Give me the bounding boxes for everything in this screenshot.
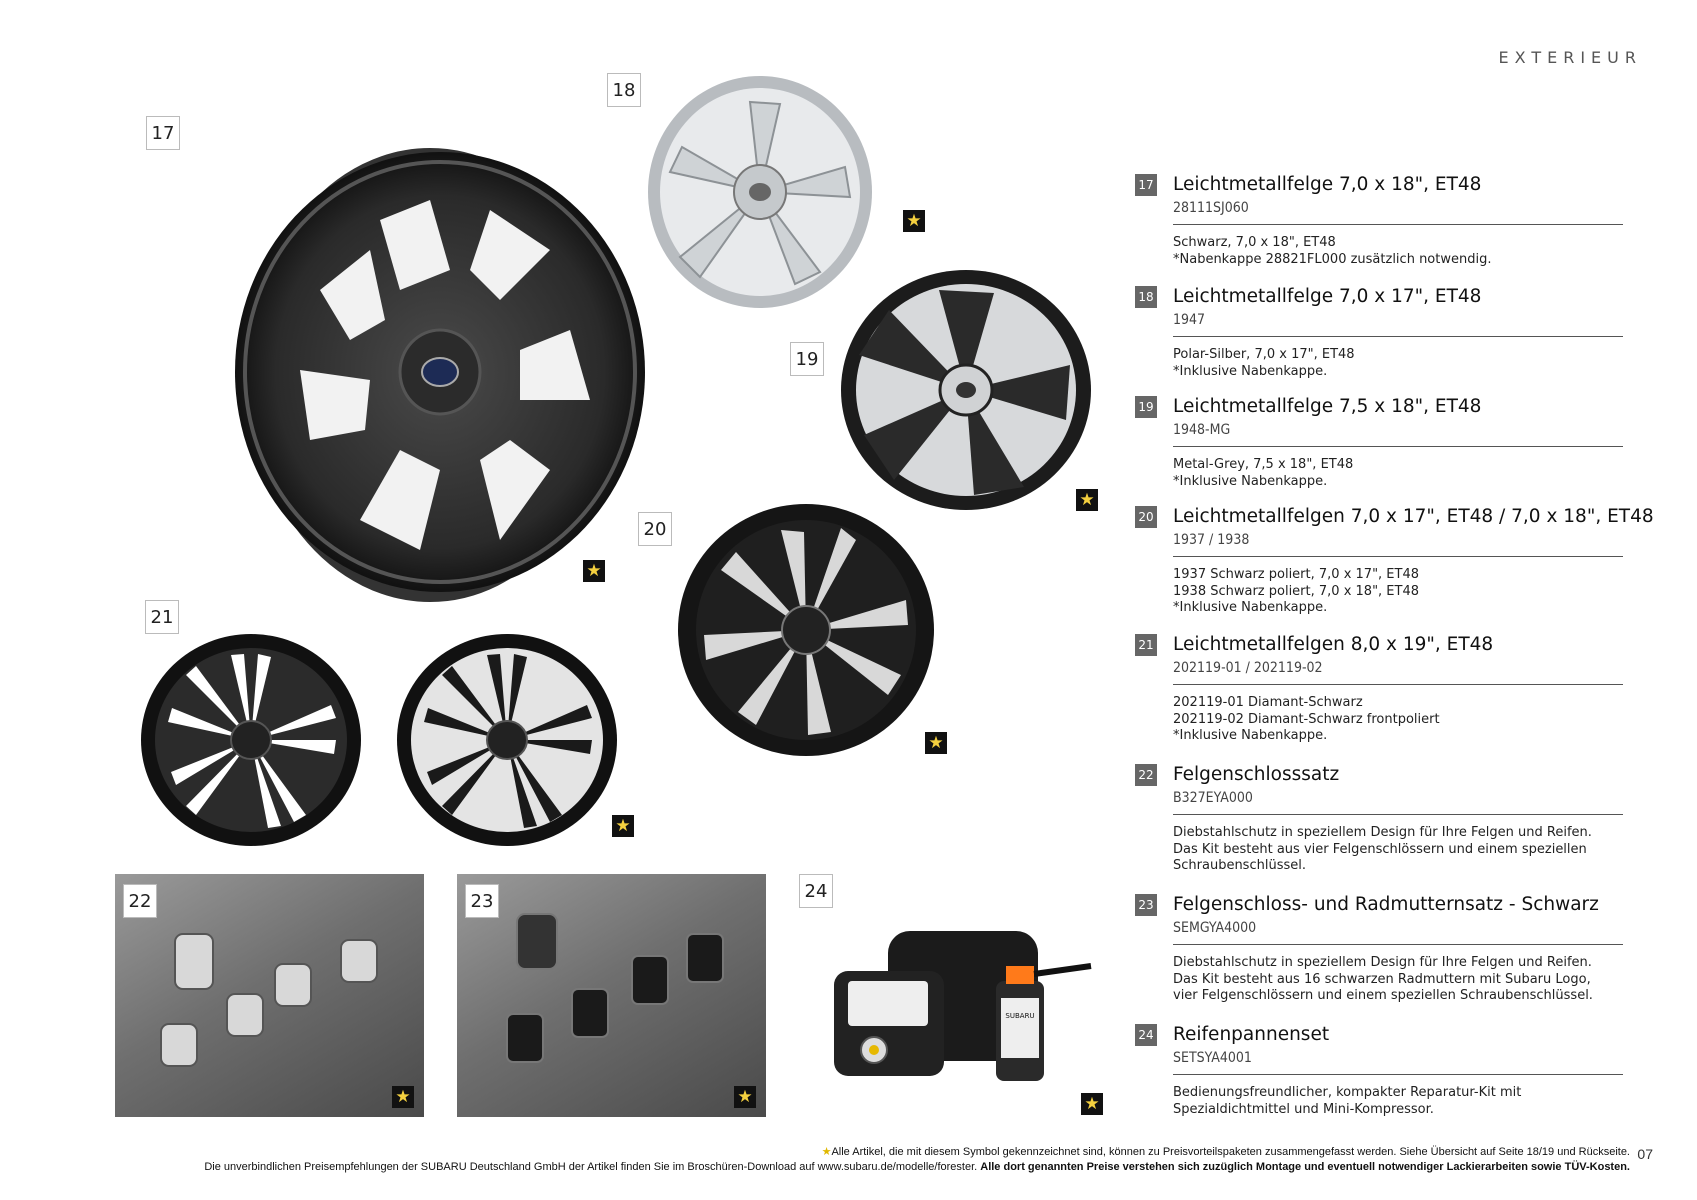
- product-description: [1173, 567, 1623, 617]
- product-description: [1173, 235, 1623, 268]
- product-22: [1138, 762, 1623, 875]
- wheel-19-image: [834, 265, 1099, 515]
- desc-line: Diebstahlschutz in speziellem Design für Ihre Felgen und Reifen.: [1173, 825, 1592, 840]
- desc-line: Das Kit besteht aus 16 schwarzen Radmuttern mit Subaru Logo,: [1173, 971, 1591, 987]
- product-title: Felgenschlosssatz: [1173, 764, 1340, 785]
- desc-line: 202119-02 Diamant-Schwarz frontpoliert: [1173, 711, 1440, 727]
- footer-note-1: [0, 1145, 1630, 1158]
- product-17: [1138, 172, 1623, 268]
- product-description: [1173, 825, 1623, 875]
- wheel-20-image: [656, 500, 936, 760]
- desc-line: *Inklusive Nabenkappe.: [1173, 600, 1328, 615]
- product-title: Reifenpannenset: [1173, 1024, 1330, 1045]
- product-description: [1173, 1085, 1623, 1118]
- desc-line: *Inklusive Nabenkappe.: [1173, 473, 1328, 489]
- page-number: 07: [1637, 1146, 1653, 1162]
- product-code: B327EYA000: [1173, 788, 1623, 815]
- product-title: Felgenschloss- und Radmutternsatz - Schwarz: [1173, 894, 1599, 915]
- product-title: Leichtmetallfelge 7,5 x 18", ET48: [1173, 396, 1482, 417]
- product-code: 202119-01 / 202119-02: [1173, 658, 1623, 685]
- wheel-17-image: [150, 140, 650, 610]
- product-19: [1138, 394, 1623, 490]
- desc-line: Bedienungsfreundlicher, kompakter Reparatur-Kit mit: [1173, 1085, 1522, 1100]
- wheel-lock-set-image: [115, 874, 424, 1117]
- image-tag-21: 21: [145, 600, 179, 634]
- product-description: [1173, 695, 1623, 745]
- star-icon: ★: [903, 210, 925, 232]
- desc-line: 202119-01 Diamant-Schwarz: [1173, 695, 1363, 710]
- sealant-bottle-label: SUBARU: [1005, 1012, 1035, 1020]
- desc-line: *Inklusive Nabenkappe.: [1173, 728, 1328, 743]
- image-tag-24: 24: [799, 874, 833, 908]
- product-code: SEMGYA4000: [1173, 918, 1623, 945]
- desc-line: Polar-Silber, 7,0 x 17", ET48: [1173, 347, 1355, 362]
- product-title: Leichtmetallfelge 7,0 x 17", ET48: [1173, 286, 1482, 307]
- image-tag-20: 20: [638, 512, 672, 546]
- footer-price-disclaimer: Alle dort genannten Preise verstehen sich zuzüglich Montage und eventuell notwendiger Lackierarbeiten sowie TÜV-Kosten.: [980, 1161, 1630, 1173]
- wheel-21b-image: [392, 630, 622, 850]
- product-code: SETSYA4001: [1173, 1048, 1623, 1075]
- star-icon: ★: [392, 1086, 414, 1108]
- desc-line: Schwarz, 7,0 x 18", ET48: [1173, 235, 1336, 250]
- footer-price-note: Die unverbindlichen Preisempfehlungen der SUBARU Deutschland GmbH der Artikel finden Sie im Broschüren-Download auf www.subaru.de/modelle/forester.: [204, 1161, 978, 1173]
- lock-and-lug-nut-set-image: [457, 874, 766, 1117]
- product-description: [1173, 955, 1623, 1005]
- product-title: Leichtmetallfelge 7,0 x 18", ET48: [1173, 174, 1482, 195]
- image-tag-19: 19: [790, 342, 824, 376]
- desc-line: Schraubenschlüssel.: [1173, 858, 1306, 873]
- desc-line: Diebstahlschutz in speziellem Design für Ihre Felgen und Reifen.: [1173, 955, 1592, 970]
- product-code: 1947: [1173, 310, 1623, 337]
- footer-star-note: Alle Artikel, die mit diesem Symbol gekennzeichnet sind, können zu Preisvorteilspaketen zusammengefasst werden. Siehe Übersicht auf Seite 18/19 und Rückseite.: [831, 1146, 1630, 1158]
- product-number: 20: [1135, 506, 1157, 528]
- star-icon: ★: [1076, 489, 1098, 511]
- product-code: 28111SJ060: [1173, 198, 1623, 225]
- desc-line: 1937 Schwarz poliert, 7,0 x 17", ET48: [1173, 567, 1420, 582]
- image-tag-22: 22: [123, 884, 157, 918]
- product-18: [1138, 284, 1623, 380]
- product-23: [1138, 892, 1623, 1005]
- desc-line: vier Felgenschlössern und einem speziellen Schraubenschlüssel.: [1173, 988, 1593, 1003]
- section-title: EXTERIEUR: [1498, 48, 1642, 67]
- desc-line: 1938 Schwarz poliert, 7,0 x 18", ET48: [1173, 583, 1420, 599]
- product-description: [1173, 347, 1623, 380]
- product-number: 24: [1135, 1024, 1157, 1046]
- star-icon: ★: [1081, 1093, 1103, 1115]
- star-icon: ★: [583, 560, 605, 582]
- star-icon: ★: [734, 1086, 756, 1108]
- product-number: 18: [1135, 286, 1157, 308]
- product-title: Leichtmetallfelgen 8,0 x 19", ET48: [1173, 634, 1494, 655]
- star-icon: ★: [612, 815, 634, 837]
- image-tag-17: 17: [146, 116, 180, 150]
- star-icon: ★: [821, 1146, 832, 1158]
- product-number: 23: [1135, 894, 1157, 916]
- product-21: [1138, 632, 1623, 745]
- product-title: Leichtmetallfelgen 7,0 x 17", ET48 / 7,0 x 18", ET48: [1173, 506, 1654, 527]
- star-icon: ★: [925, 732, 947, 754]
- desc-line: *Inklusive Nabenkappe.: [1173, 363, 1328, 379]
- product-code: 1937 / 1938: [1173, 530, 1623, 557]
- desc-line: Das Kit besteht aus vier Felgenschlössern und einem speziellen: [1173, 841, 1587, 857]
- product-number: 22: [1135, 764, 1157, 786]
- product-number: 19: [1135, 396, 1157, 418]
- product-code: 1948-MG: [1173, 420, 1623, 447]
- product-24: [1138, 1022, 1623, 1118]
- desc-line: *Nabenkappe 28821FL000 zusätzlich notwendig.: [1173, 251, 1492, 267]
- product-20: [1138, 504, 1654, 617]
- image-tag-23: 23: [465, 884, 499, 918]
- tyre-repair-kit-image: [826, 926, 1096, 1086]
- desc-line: Metal-Grey, 7,5 x 18", ET48: [1173, 457, 1354, 472]
- footer-note-2: [0, 1161, 1630, 1173]
- image-tag-18: 18: [607, 73, 641, 107]
- product-number: 17: [1135, 174, 1157, 196]
- wheel-21a-image: [136, 630, 366, 850]
- product-description: [1173, 457, 1623, 490]
- desc-line: Spezialdichtmittel und Mini-Kompressor.: [1173, 1101, 1434, 1117]
- product-number: 21: [1135, 634, 1157, 656]
